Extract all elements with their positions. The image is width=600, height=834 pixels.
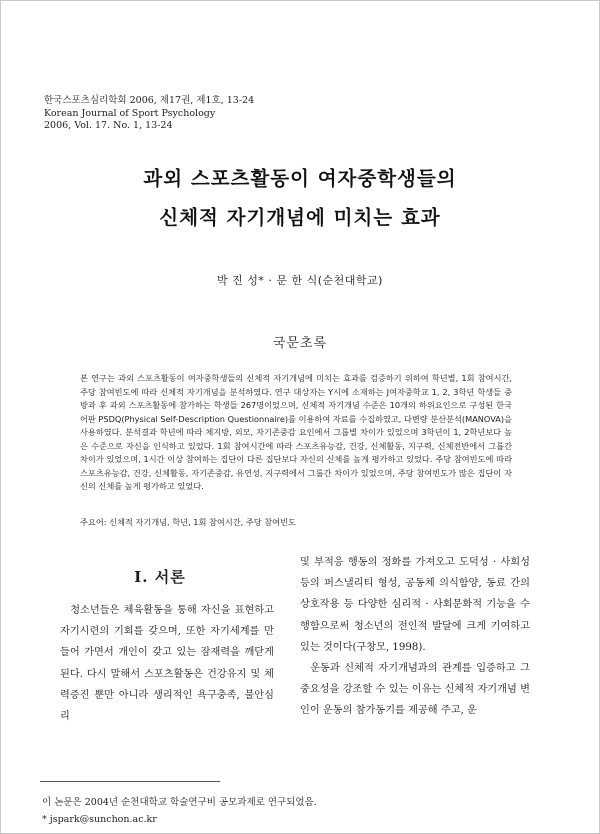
paper-title-line-1: 과외 스포츠활동이 여자중학생들의 (143, 167, 457, 190)
abstract-body: 본 연구는 과외 스포츠활동이 여자중학생들의 신체적 자기개념에 미치는 효과를 검증하기 위하여 학년별, 1회 참여시간, 주당 참여빈도에 따라 신체적 자기개념을 분석하였다. 연구 대상자는 Y시에 소재하는 J여자중학교 1, 2, 3학년 학생들 중 방과 후 과외 스포츠활동에 참가하는 학생들 267명이었으며, 신체적 자기개념 수준은 10개의 하위요인으로 구성된 한국어판 PSDQ(Physical Self-Description Questionnaire)를 이용하여 자료를 수집하였고, 다변량 분산분석(MANOVA)을 사용하였다. 분석결과 학년에 따라 체지방, 외모, 자기존중감 요인에서 그룹별 차이가 있었으며 3학년이 1, 2학년보다 높은 수준으로 자신을 인식하고 있었다. 1회 참여시간에 따라 스포츠유능감, 건강, 신체활동, 지구력, 신체전반에서 그룹간 차이가 있었으며, 1시간 이상 참여하는 집단이 다른 집단보다 자신의 신체를 높게 평가하고 있었다. 주당 참여빈도에 따라 스포츠유능감, 건강, 신체활동, 자기존중감, 유연성, 지구력에서 그룹간 차이가 있었으며, 주당 참여빈도가 많은 집단이 자신의 신체를 높게 평가하고 있었다. (80, 373, 512, 492)
footnotes (42, 794, 317, 828)
footnote-divider (40, 781, 220, 782)
footnote-email: * jspark@sunchon.ac.kr (42, 814, 157, 825)
journal-info (44, 95, 254, 133)
body-paragraph: 운동과 신체적 자기개념과의 관계를 입증하고 그 중요성을 강조할 수 있는 이유는 신체적 자기개념 변인이 운동의 참가동기를 제공해 주고, 운 (300, 663, 530, 717)
abstract-heading: 국문초록 (272, 336, 328, 351)
section-heading-introduction: Ⅰ. 서론 (134, 568, 186, 586)
footnote-funding: 이 논문은 2004년 순천대학교 학술연구비 공모과제로 연구되었음. (42, 797, 317, 808)
keywords: 주요어: 신체적 자기개념, 학년, 1회 참여시간, 주당 참여빈도 (80, 517, 296, 527)
journal-english-name: Korean Journal of Sport Psychology (44, 107, 216, 119)
body-paragraph: 및 부적응 행동의 정화를 가져오고 도덕성 · 사회성 등의 퍼스낼리티 형성, 공동체 의식함양, 동료 간의 상호작용 등 다양한 심리적 · 사회문화적 기능을 수행함으로써 청소년의 전인적 발달에 크게 기여하고 있는 것이다(구창모, 1998). (300, 557, 530, 653)
body-left-column (60, 600, 274, 727)
body-right-column (300, 552, 530, 722)
journal-volume-info: 2006, Vol. 17. No. 1, 13-24 (44, 120, 173, 131)
authors: 박 진 성* · 문 한 식(순천대학교) (217, 274, 383, 287)
paper-title-line-2: 신체적 자기개념에 미치는 효과 (159, 206, 441, 229)
body-paragraph: 청소년들은 체육활동을 통해 자신을 표현하고 자기시련의 기회를 갖으며, 또한 자기세계를 만들어 가면서 개인이 갖고 있는 잠재력을 깨닫게 된다. 다시 말해서 스포츠활동은 건강유지 및 체력증진 뿐만 아니라 생리적인 욕구충족, 불안심리 (60, 605, 274, 723)
journal-korean-citation: 한국스포츠심리학회 2006, 제17권, 제1호, 13-24 (44, 95, 255, 106)
